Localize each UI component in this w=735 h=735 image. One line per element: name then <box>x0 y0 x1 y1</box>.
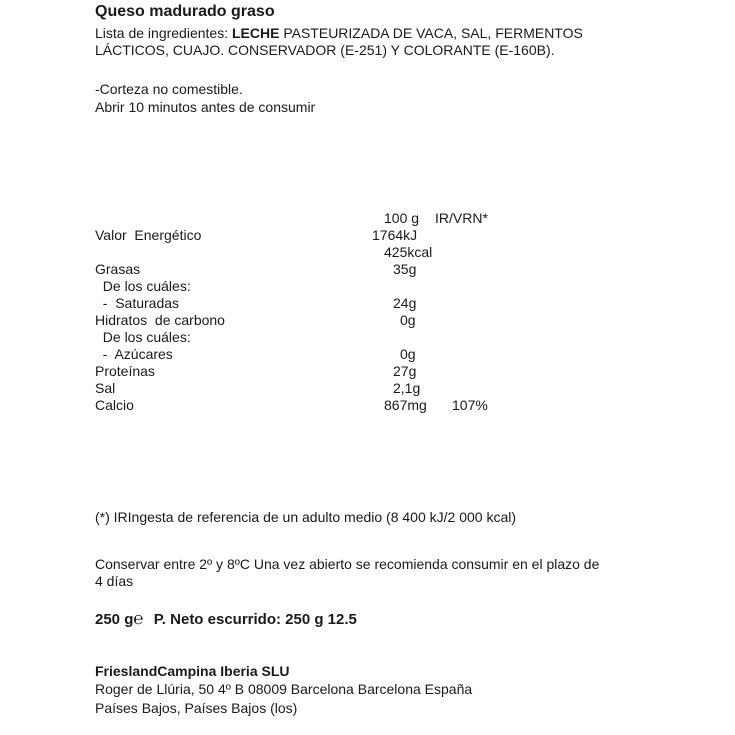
nutrition-row-value: 27g <box>393 363 417 379</box>
ingredients-prefix: Lista de ingredientes: <box>95 25 229 41</box>
nutrition-row-label: Valor Energético <box>95 227 202 243</box>
nutrition-row-value: 35g <box>393 261 417 277</box>
nutrition-row-label: De los cuáles: <box>95 329 191 345</box>
nutrition-row-value: 425kcal <box>384 244 433 260</box>
nutrition-row-value: 0g <box>400 312 416 328</box>
nutrition-row-value: 1764kJ <box>372 227 418 243</box>
nutrition-row-label: Sal <box>95 380 116 396</box>
nutrition-row-label: Proteínas <box>95 363 155 379</box>
nutrition-row-label: Hidratos de carbono <box>95 312 225 328</box>
estimated-sign-icon: ℮ <box>133 609 144 628</box>
nutrition-row-value: 2,1g <box>393 380 421 396</box>
net-weight-value: 250 g <box>95 611 134 628</box>
nutrition-row-label: De los cuáles: <box>95 278 191 294</box>
nutrition-row-value: 0g <box>400 346 416 362</box>
rind-note: -Corteza no comestible. <box>95 81 243 97</box>
net-weight <box>95 609 357 629</box>
company-address: Roger de Llúria, 50 4º B 08009 Barcelona Barcelona España <box>95 681 473 697</box>
nutrition-row-value: 867mg <box>384 397 427 413</box>
ingredients-line-2: LÁCTICOS, CUAJO. CONSERVADOR (E-251) Y COLORANTE (E-160B). <box>95 42 555 58</box>
storage-line-2: 4 días <box>95 573 134 589</box>
nutrition-row-value: 24g <box>393 295 417 311</box>
nutrition-footnote: (*) IRIngesta de referencia de un adulto medio (8 400 kJ/2 000 kcal) <box>95 509 517 525</box>
storage-line-1: Conservar entre 2º y 8ºC Una vez abierto se recomienda consumir en el plazo de <box>95 556 600 572</box>
nutrition-row-label: - Azúcares <box>95 346 173 362</box>
company-origin: Países Bajos, Países Bajos (los) <box>95 700 298 716</box>
nutrition-row-label: Calcio <box>95 397 134 413</box>
nutrition-row-ir: 107% <box>452 397 488 413</box>
company-name: FrieslandCampina Iberia SLU <box>95 663 290 679</box>
ingredients-line-1 <box>95 25 583 41</box>
ingredients-rest: PASTEURIZADA DE VACA, SAL, FERMENTOS <box>283 25 583 41</box>
nutrition-header-ir: IR/VRN* <box>435 210 488 226</box>
product-title: Queso madurado graso <box>95 3 275 20</box>
nutrition-row-label: - Saturadas <box>95 295 180 311</box>
nutrition-header-per: 100 g <box>384 210 420 226</box>
ingredients-allergen: LECHE <box>231 25 280 41</box>
drained-weight: P. Neto escurrido: 250 g 12.5 <box>153 611 357 628</box>
nutrition-row-label: Grasas <box>95 261 141 277</box>
open-note: Abrir 10 minutos antes de consumir <box>95 99 316 115</box>
